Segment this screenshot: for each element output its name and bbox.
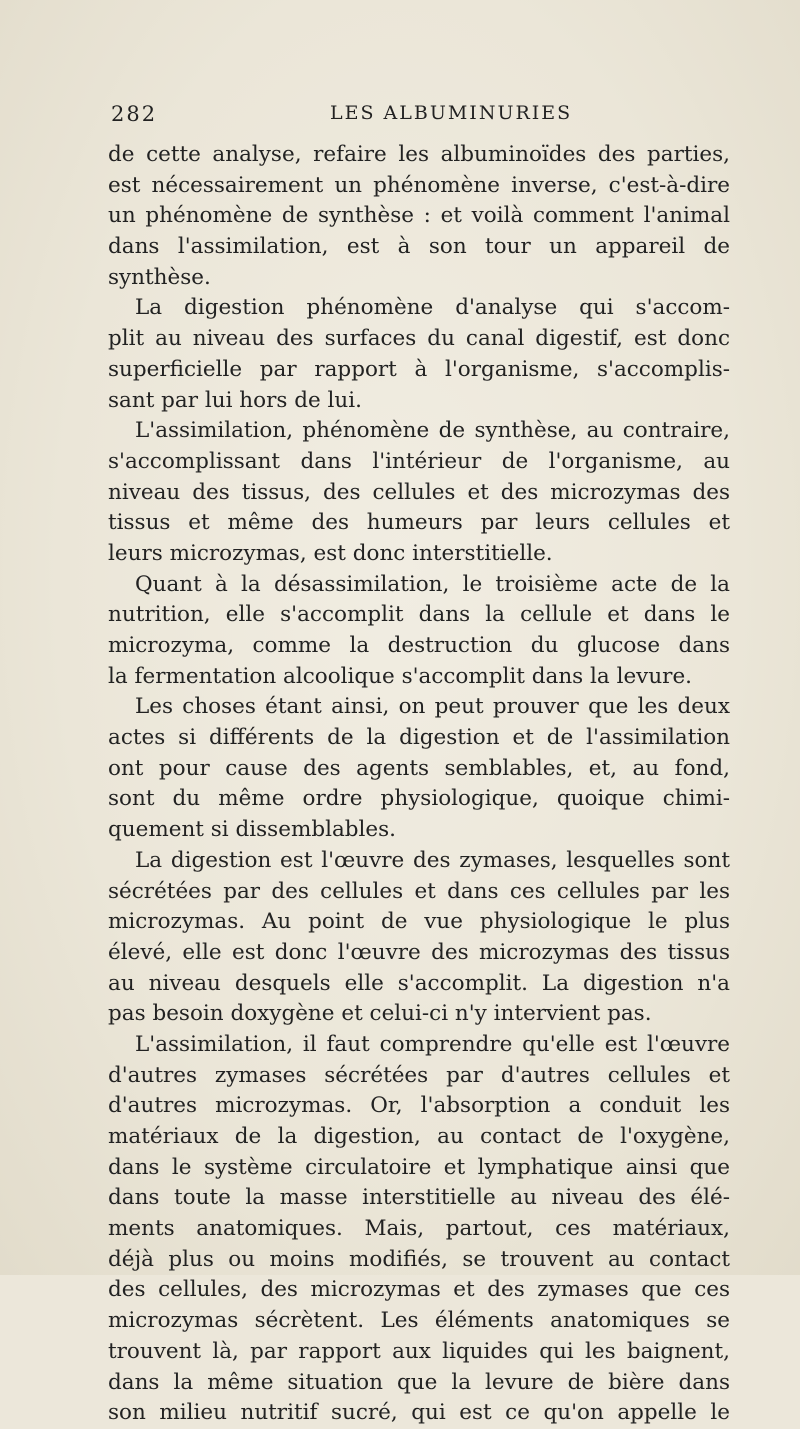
text-line: L'assimilation, il faut comprendre qu'elle est l'œuvre — [135, 1031, 730, 1057]
text-line: dans toute la masse interstitielle au niveau des élé- — [108, 1185, 730, 1211]
text-line: un phénomène de synthèse : et voilà comment l'animal — [108, 203, 730, 229]
text-line: des cellules, des microzymas et des zymases que ces — [108, 1277, 730, 1303]
text-line: ont pour cause des agents semblables, et, au fond, — [108, 755, 730, 781]
text-line: d'autres microzymas. Or, l'absorption a conduit les — [108, 1093, 730, 1119]
text-line: actes si différents de la digestion et de l'assimilation — [108, 725, 730, 751]
text-line: élevé, elle est donc l'œuvre des microzymas des tissus — [108, 939, 730, 965]
text-line: pas besoin doxygène et celui-ci n'y intervient pas. — [108, 1001, 652, 1027]
text-line: la fermentation alcoolique s'accomplit dans la levure. — [108, 663, 693, 689]
text-line: au niveau desquels elle s'accomplit. La digestion n'a — [108, 970, 730, 996]
text-line: Les choses étant ainsi, on peut prouver que les deux — [135, 694, 730, 720]
text-line: La digestion phénomène d'analyse qui s'accom- — [135, 295, 730, 321]
text-line: dans le système circulatoire et lymphatique ainsi que — [108, 1154, 730, 1180]
text-line: de cette analyse, refaire les albuminoïdes des parties, — [108, 142, 730, 167]
text-line: déjà plus ou moins modifiés, se trouvent au contact — [108, 1246, 730, 1272]
text-line: sécrétées par des cellules et dans ces cellules par les — [108, 878, 730, 904]
body-text — [108, 140, 730, 1429]
text-line: superficielle par rapport à l'organisme, s'accomplis- — [108, 356, 730, 382]
text-line: son milieu nutritif sucré, qui est ce qu'on appelle le — [108, 1400, 730, 1426]
text-line: s'accomplissant dans l'intérieur de l'organisme, au — [108, 448, 730, 474]
text-line: sant par lui hors de lui. — [108, 387, 362, 413]
text-line: tissus et même des humeurs par leurs cellules et — [108, 510, 730, 536]
running-title: LES ALBUMINURIES — [330, 102, 573, 124]
text-line: Quant à la désassimilation, le troisième acte de la — [135, 571, 730, 597]
text-line: microzyma, comme la destruction du glucose dans — [108, 633, 730, 658]
page-number: 282 — [111, 102, 158, 126]
text-line: nutrition, elle s'accomplit dans la cellule et dans le — [108, 602, 730, 628]
page-header — [108, 98, 728, 126]
text-line: L'assimilation, phénomène de synthèse, au contraire, — [135, 418, 730, 444]
text-line: La digestion est l'œuvre des zymases, lesquelles sont — [135, 847, 730, 873]
text-line: est nécessairement un phénomène inverse, c'est-à-dire — [108, 172, 730, 198]
text-line: niveau des tissus, des cellules et des microzymas des — [108, 479, 730, 505]
text-line: trouvent là, par rapport aux liquides qui les baignent, — [108, 1338, 730, 1364]
text-line: leurs microzymas, est donc interstitielle. — [108, 540, 553, 566]
text-line: dans l'assimilation, est à son tour un appareil de — [108, 234, 730, 260]
text-line: d'autres zymases sécrétées par d'autres cellules et — [108, 1062, 730, 1088]
text-line: microzymas sécrètent. Les éléments anatomiques se — [108, 1308, 730, 1334]
text-line: dans la même situation que la levure de bière dans — [108, 1369, 730, 1395]
text-line: quement si dissemblables. — [108, 817, 397, 843]
text-line: matériaux de la digestion, au contact de l'oxygène, — [108, 1124, 730, 1149]
text-line: ments anatomiques. Mais, partout, ces matériaux, — [108, 1216, 730, 1242]
text-line: synthèse. — [108, 264, 211, 290]
text-line: sont du même ordre physiologique, quoique chimi- — [108, 786, 730, 812]
text-line: microzymas. Au point de vue physiologique le plus — [108, 909, 730, 935]
text-line: plit au niveau des surfaces du canal digestif, est donc — [108, 326, 730, 352]
